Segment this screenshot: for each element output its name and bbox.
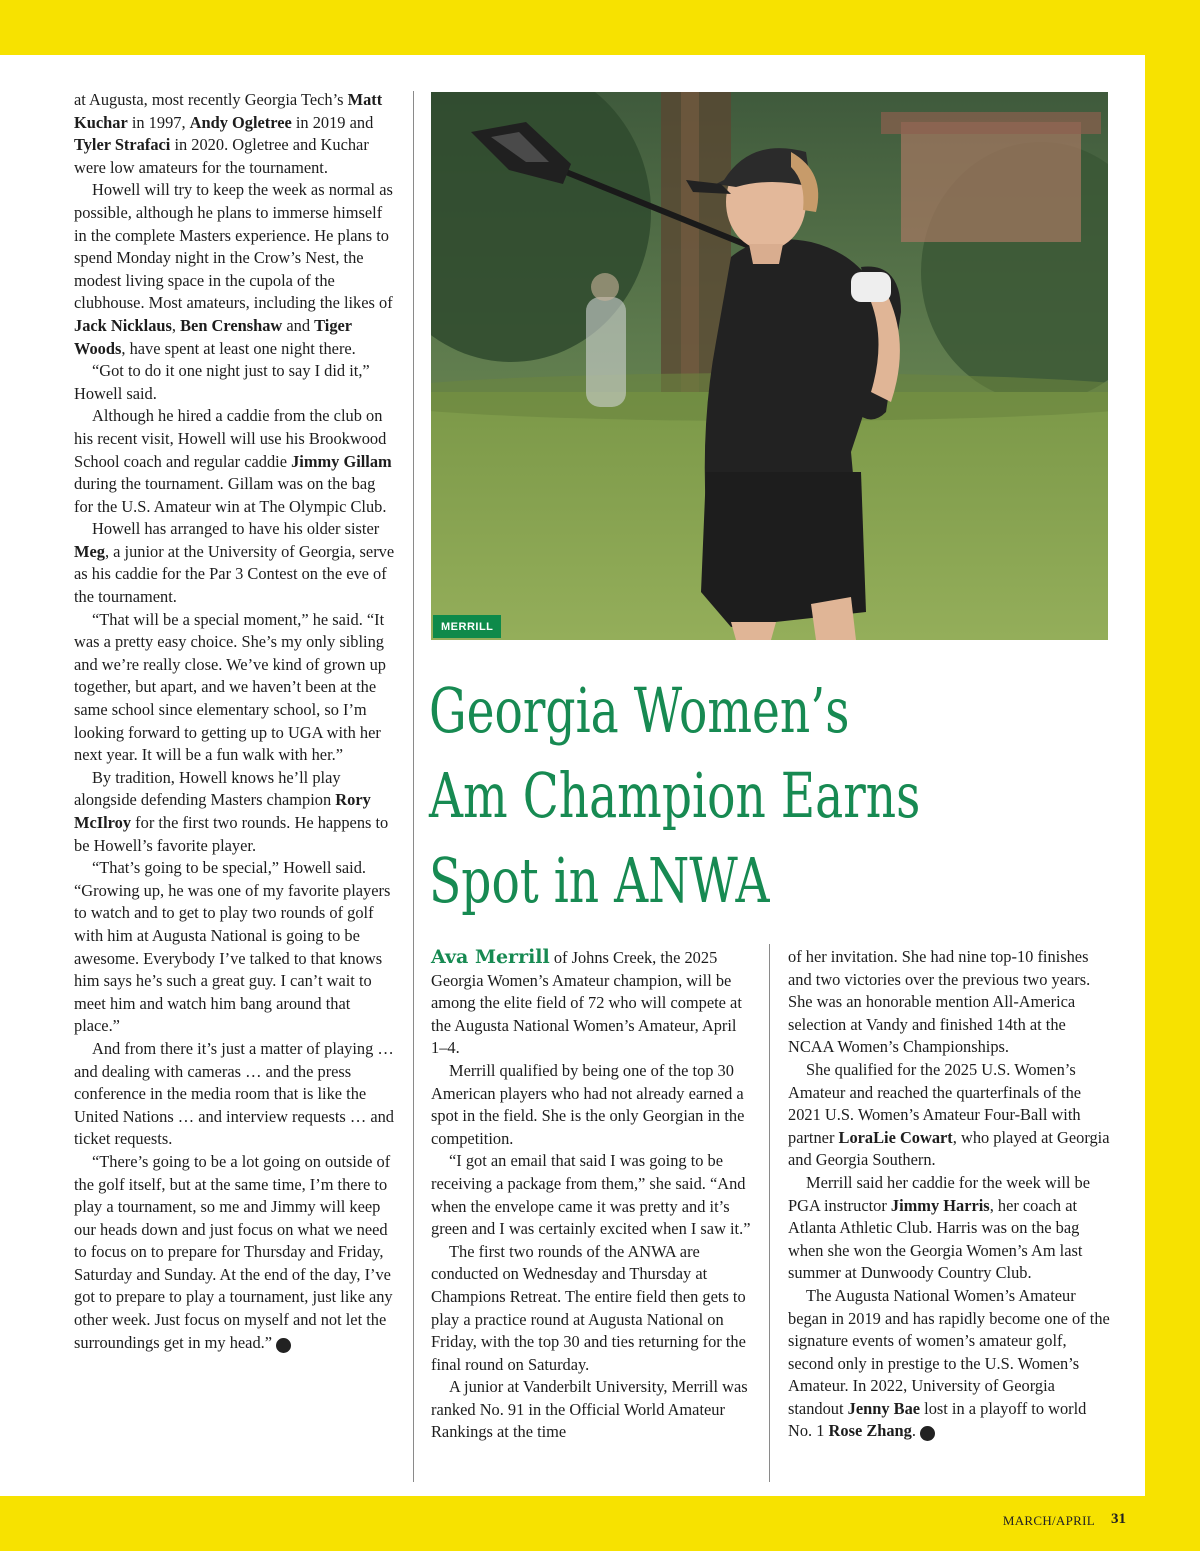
article-column-middle: [431, 946, 753, 1444]
paragraph: By tradition, Howell knows he’ll play alongside defending Masters champion Rory McIlroy for the first two rounds. He happens to be Howell’s favorite player.: [74, 767, 389, 855]
person-name: Meg: [74, 541, 105, 561]
paragraph: A junior at Vanderbilt University, Merrill was ranked No. 91 in the Official World Amateur Rankings at the time: [431, 1377, 748, 1442]
column-divider: [413, 91, 414, 1482]
paragraph: “That will be a special moment,” he said. “It was a pretty easy choice. She’s my only sibling and we’re really close. We’ve kind of grown up together, but apart, and we haven’t been at the same school since elementary school, so I’m looking forward to getting up to UGA with her next year. It will be a fun walk with her.”: [74, 609, 386, 765]
paragraph: Merrill said her caddie for the week will be PGA instructor Jimmy Harris, her coach at Atlanta Athletic Club. Harris was on the bag when she won the Georgia Women’s Am last summer at Dunwoody Country Club.: [788, 1172, 1090, 1283]
person-name: Jack Nicklaus: [74, 315, 172, 335]
paragraph: Howell will try to keep the week as normal as possible, although he plans to immerse himself in the complete Masters experience. He plans to spend Monday night in the Crow’s Nest, the modest living space in the cupola of the clubhouse. Most amateurs, including the likes of Jack Nicklaus, Ben Crenshaw and Tiger Woods, have spent at least one night there.: [74, 180, 393, 358]
article-photo: [431, 92, 1108, 640]
paragraph: Although he hired a caddie from the club on his recent visit, Howell will use his Brookwood School coach and regular caddie Jimmy Gillam during the tournament. Gillam was on the bag for the U.S. Amateur win at The Olympic Club.: [74, 406, 392, 516]
paragraph: The first two rounds of the ANWA are conducted on Wednesday and Thursday at Champions Retreat. The entire field then gets to play a practice round at Augusta National on Friday, with the top 30 and ties returning for the final round on Saturday.: [431, 1241, 746, 1374]
person-name: Tiger Woods: [74, 315, 352, 358]
page-number: 31: [1111, 1511, 1126, 1527]
lead-paragraph: Ava Merrill of Johns Creek, the 2025 Georgia Women’s Amateur champion, will be among the elite field of 72 who will compete at the Augusta National Women’s Amateur, April 1–4.: [431, 946, 742, 1058]
headline-line: Georgia Women’s: [429, 674, 850, 747]
headline-line: Am Champion Earns: [429, 759, 921, 832]
headline-line: Spot in ANWA: [429, 844, 770, 917]
paragraph: of her invitation. She had nine top-10 finishes and two victories over the previous two years. She was an honorable mention All-America selection at Vandy and finished 14th at the NCAA Women’s Championships.: [788, 947, 1091, 1057]
paragraph: She qualified for the 2025 U.S. Women’s Amateur and reached the quarterfinals of the 2021 U.S. Women’s Amateur Four-Ball with partner LoraLie Cowart, who played at Georgia and Georgia Southern.: [788, 1059, 1110, 1170]
paragraph: Merrill qualified by being one of the top 30 American players who had not already earned a spot in the field. She is the only Georgian in the competition.: [431, 1060, 745, 1148]
paragraph: Howell has arranged to have his older sister Meg, a junior at the University of Georgia, serve as his caddie for the Par 3 Contest on the eve of the tournament.: [74, 519, 395, 607]
paragraph: The Augusta National Women’s Amateur began in 2019 and has rapidly become one of the signature events of women’s amateur golf, second only in prestige to the U.S. Women’s Amateur. In 2022, University of Georgia standout Jenny Bae lost in a playoff to world No. 1 Rose Zhang. GG: [788, 1285, 1110, 1441]
person-name: Tyler Strafaci: [74, 135, 171, 155]
paragraph: And from there it’s just a matter of playing … and dealing with cameras … and the press conference in the media room that is like the United Nations … and interview requests … and ticket requests.: [74, 1038, 395, 1149]
paragraph: “Got to do it one night just to say I did it,” Howell said.: [74, 361, 370, 403]
magazine-page: [0, 55, 1145, 1496]
issue-label: MARCH/APRIL: [1002, 1513, 1095, 1528]
paragraph: “I got an email that said I was going to be receiving a package from them,” she said. “And when the envelope came it was pretty and it’s green and I was certainly excited when I saw it.”: [431, 1151, 751, 1239]
end-mark-icon: GG: [920, 1426, 935, 1441]
person-name: Ben Crenshaw: [180, 315, 283, 335]
article-headline: [429, 668, 946, 923]
person-name: Andy Ogletree: [189, 112, 292, 132]
golfer-photo-illustration: [431, 92, 1108, 640]
person-name: Rose Zhang: [828, 1421, 912, 1441]
person-name: Jimmy Gillam: [291, 451, 392, 471]
paragraph: “There’s going to be a lot going on outside of the golf itself, but at the same time, I’m there to play a tournament, so me and Jimmy will keep our heads down and just focus on what we need to focus on to prepare for Thursday and Friday, Saturday and Sunday. At the end of the day, I’ve got to prepare to play a tournament, just like any other week. Just focus on myself and not let the surroundings get in my head.” GG: [74, 1151, 393, 1352]
end-mark-icon: GG: [276, 1338, 291, 1353]
lead-name: Ava Merrill: [431, 946, 550, 968]
person-name: LoraLie Cowart: [838, 1127, 953, 1147]
person-name: Jimmy Harris: [890, 1195, 990, 1215]
photo-caption: MERRILL: [433, 615, 501, 638]
article-column-right: [788, 946, 1110, 1443]
page-footer: [0, 1496, 1200, 1551]
paragraph: “That’s going to be special,” Howell said. “Growing up, he was one of my favorite players to watch and to get to play two rounds of golf with him at Augusta National is going to be awesome. Everybody I’ve talked to that knows him says he’s such a great guy. I can’t wait to meet him and watch him bang around that place.”: [74, 858, 391, 1036]
person-name: Jenny Bae: [847, 1398, 921, 1418]
person-name: Matt Kuchar: [74, 90, 383, 132]
person-name: Rory McIlroy: [74, 790, 371, 832]
article-column-left: [74, 89, 396, 1354]
column-divider: [769, 944, 770, 1482]
paragraph: at Augusta, most recently Georgia Tech’s Matt Kuchar in 1997, Andy Ogletree in 2019 and Tyler Strafaci in 2020. Ogletree and Kuchar were low amateurs for the tournament.: [74, 90, 383, 177]
